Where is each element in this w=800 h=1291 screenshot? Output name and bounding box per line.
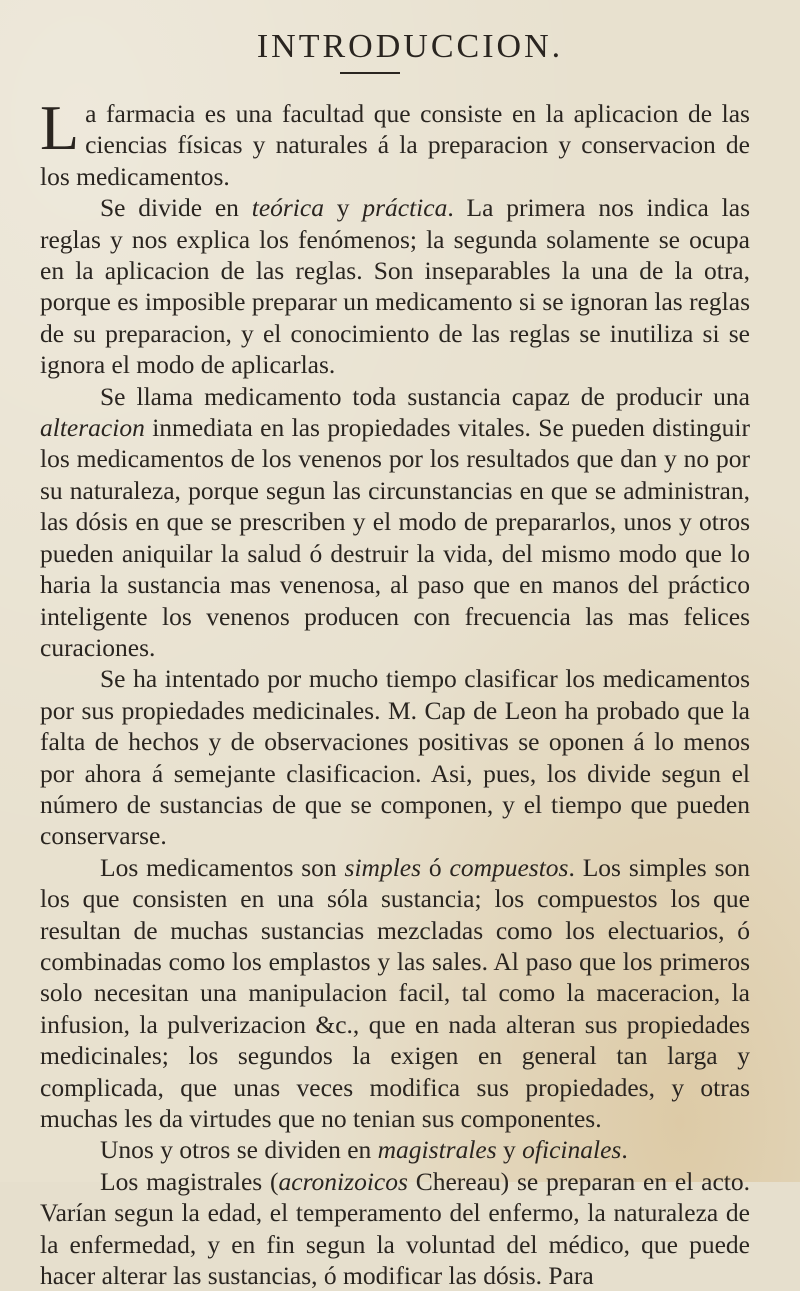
drop-cap: L: [40, 92, 80, 163]
text-segment: . La primera nos indica las reglas y nos explica los fenómenos; la segunda solamente se ocupa en la aplicacion de las reglas. Son inseparables la una de la otra, porque es imposible preparar un medicamento si se ignoran las reglas de su preparacion, y el conocimiento de las reglas se inutiliza si se ignora el modo de aplicarlas.: [40, 193, 750, 380]
text-segment: Se ha intentado por mucho tiempo clasificar los medicamentos por sus propiedades medicinales. M. Cap de Leon ha probado que la falta de hechos y de observaciones positivas se oponen á lo menos por ahora á semejante clasificacion. Asi, pues, los divide segun el número de sustancias de que se componen, y el tiempo que pueden conservarse.: [40, 664, 750, 851]
italic-term: teórica: [251, 193, 324, 223]
paragraph-p5: [40, 852, 750, 1135]
text-segment: . Los simples son los que consisten en una sóla sustancia; los compuestos los que resultan de muchas sustancias mezcladas como los electuarios, ó combinadas como los emplastos y las sales. Al paso que los primeros solo necesitan una manipulacion facil, tal como la maceracion, la infusion, la pulverizacion &c., que en nada alteran sus propiedades medicinales; los segundos la exigen en general tan larga y complicada, que unas veces modifica sus propiedades, y otras muchas les da virtudes que no tenian sus componentes.: [40, 852, 751, 1133]
body-text: [40, 92, 751, 1291]
text-segment: y: [496, 1135, 523, 1165]
paragraph-p4: [40, 663, 750, 851]
paragraph-p3: [40, 381, 750, 664]
text-segment: inmediata en las propiedades vitales. Se pueden distinguir los medicamentos de los venenos por los resultados que dan y no por su naturaleza, porque segun las circunstancias en que se administran, las dósis en que se prescriben y el modo de prepararlos, unos y otros pueden aniquilar la salud ó destruir la vida, del mismo modo que lo haria la sustancia mas venenosa, al paso que en manos del práctico inteligente los venenos producen con frecuencia las mas felices curaciones.: [40, 413, 750, 662]
paragraph-p6: [40, 1134, 750, 1165]
title-rule: [340, 72, 400, 74]
text-segment: Unos y otros se dividen en: [100, 1135, 378, 1165]
page-title: INTRODUCCION.: [256, 28, 564, 65]
text-segment: Se divide en: [100, 193, 252, 223]
italic-term: alteracion: [40, 413, 145, 443]
text-segment: ó: [421, 852, 450, 882]
italic-term: oficinales: [522, 1135, 622, 1165]
paragraph-p2: [40, 192, 750, 380]
text-segment: Chereau) se preparan en el acto. Varían segun la edad, el temperamento del enfermo, la naturaleza de la enfermedad, y en fin segun la voluntad del médico, que puede hacer alterar las sustancias, ó modificar las dósis. Para: [40, 1166, 750, 1291]
text-segment: Los magistrales (: [100, 1166, 279, 1196]
italic-term: compuestos: [449, 852, 569, 882]
text-segment: Los medicamentos son: [100, 852, 345, 882]
italic-term: práctica: [362, 193, 448, 223]
italic-term: simples: [344, 852, 422, 882]
italic-term: magistrales: [377, 1135, 497, 1165]
paragraph-p7: [40, 1166, 750, 1291]
paragraph-p1: [40, 92, 750, 192]
text-segment: Se llama medicamento toda sustancia capaz de producir una: [100, 381, 750, 411]
italic-term: acronizoicos: [278, 1166, 408, 1196]
text-segment: y: [323, 193, 363, 223]
text-segment: a farmacia es una facultad que consiste en la aplicacion de las ciencias físicas y naturales á la preparacion y conservacion de los medicamentos.: [40, 99, 750, 191]
text-segment: .: [621, 1135, 628, 1165]
